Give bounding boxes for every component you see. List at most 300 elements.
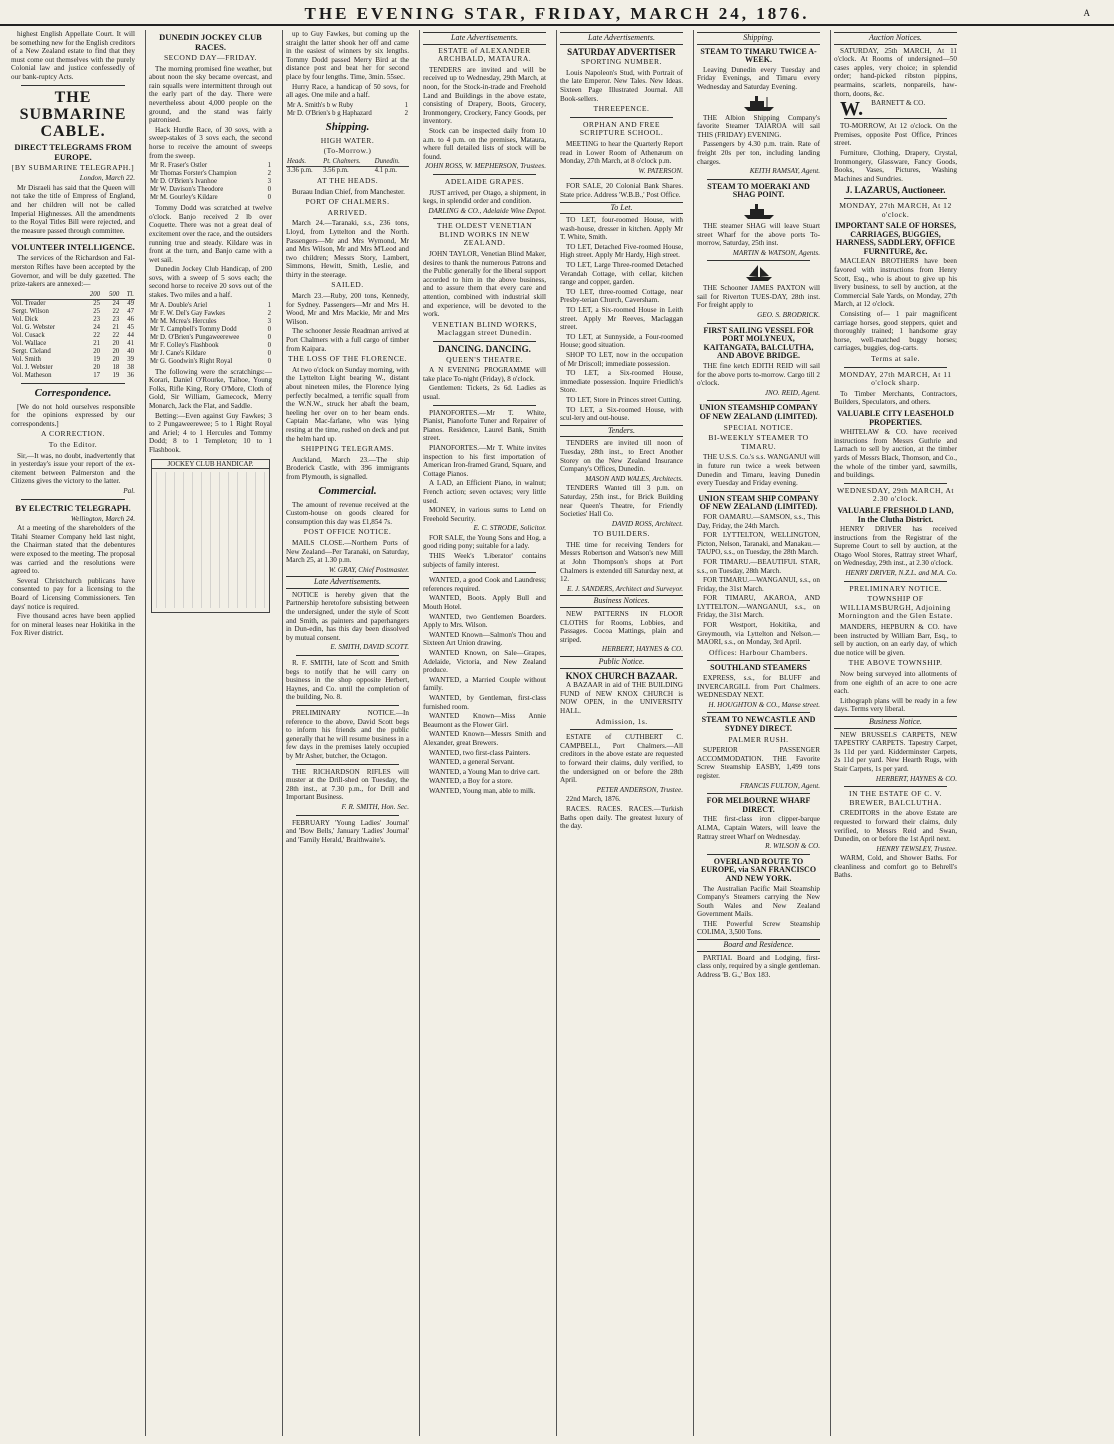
table-row [149,326,272,334]
furniture-list: Furniture, Clothing, Drapery, Crystal, Ironmongery, Glassware, Fancy Goods, Books, Vases, Pictures, Washing Machines and Sundries. [834,148,957,183]
tide-subtitle: (To-Morrow.) [323,146,372,156]
sailing-notice: FOR LYTTELTON, WELLINGTON, Picton, Nelson, Taranaki, and Manakau.—TAUPO, s.s., on Tuesday, the 28th March. [697,531,820,557]
melbourne-paragraph: THE first-class iron clipper-barque ALMA, Captain Waters, will leave the Rattray street Wharf on Wednesday. [697,815,820,841]
volunteer-heading: VOLUNTEER INTELLIGENCE. [11,242,135,253]
taiaroa-rates: Passengers by 4.30 p.m. train. Rate of freight 20s per ton, including landing charges. [697,140,820,166]
table-header-cell: 200 [82,291,101,300]
week-ad: THIS Week's 'Liberator' contains subjects of family interest. [423,552,546,569]
table-row [149,302,272,310]
byline: [BY SUBMARINE TELEGRAPH.] [11,162,135,172]
wanted-ad: WANTED, Boots. Apply Bull and Mouth Hotel. [423,594,546,612]
for-sale-ad: FOR SALE, 20 Colonial Bank Shares. State price. Address 'W.B.B.,' Post Office. [560,182,683,199]
direct-telegrams-heading: DIRECT TELEGRAMS FROM EUROPE. [14,141,132,162]
table-cell: 4.1 p.m. [374,166,397,174]
melbourne-heading: FOR MELBOURNE WHARF DIRECT. [706,796,811,814]
smith-notice: R. F. SMITH, late of Scott and Smith begs to notify that he will carry on business in the shop opposite Herbert, Haynes, and Co. until the completion of the building, No. 8. [286,659,409,702]
auctioneer-name: BARNETT & CO. [871,99,926,108]
money-ad: MONEY, in various sums to Lend on Freehold Security. [423,506,546,523]
steamship-icon [742,202,776,220]
table-cell: 19 [93,355,101,363]
divider [21,85,125,86]
moeraki-paragraph: THE steamer SHAG will leave Stuart street Wharf for the above ports To-morrow, Saturday, 25th inst. [697,221,820,248]
table-cell: Mr F. Colley's Flashbook [150,341,219,349]
handicap-table [151,459,270,613]
table-cell: 23 [93,315,101,323]
to-let-ad: TO LET, at Sunnyside, a Four-roomed House; good situation. [560,332,683,350]
christchurch-paragraph: Several Christchurch publicans have consented to pay for a licensing to the Board of Licensing Commissioners. Ten days' notice is required. [11,576,135,611]
biweekly-heading: BI-WEEKLY STEAMER TO TIMARU. [708,433,809,451]
table-cell: Vol. J. Webster [12,363,53,371]
table-cell: 1 [267,301,271,309]
palmer-signature: FRANCIS FULTON, Agent. [740,781,820,790]
table-row [149,170,272,178]
table-cell: 3 [267,178,271,186]
molyneux-paragraph: THE fine ketch EDITH REID will sail for the above ports to-morrow. Cargo till 2 o'clock. [697,362,820,388]
column-4 [419,30,549,1436]
whitelaw-paragraph: WHITELAW & CO. have received instructions from Messrs Guthrie and Larnach to sell by auction, at the timber yards of Messrs Black, Thomson, and Co., the whole of the timber yard, sawmills, and buildings. [834,428,957,480]
table-cell: Mr F. W. Del's Gay Fawkes [150,309,225,317]
newcastle-heading: STEAM TO NEWCASTLE AND SYDNEY DIRECT. [701,715,816,733]
tenders-ad: TENDERS are invited till noon of Tuesday, 28th inst., to Erect Another Storey on the New Zealand Insurance Company's Offices, Dunedin. [560,439,683,474]
table-cell: 21 [112,323,120,331]
brewer-estate-paragraph: CREDITORS in the above Estate are requested to forward their claims, duly verified, to Messrs Reid and Swan, Dunedin, on or before the 1st April next. [834,809,957,844]
table-cell: 17 [93,371,101,379]
divider [844,198,947,199]
southland-paragraph: EXPRESS, s.s., for BLUFF and INVERCARGILL from Port Chalmers. WEDNESDAY NEXT. [697,674,820,700]
table-row [11,308,135,316]
table-row [286,102,409,110]
page-signature: A [1083,8,1090,18]
queens-paragraph: A N EVENING PROGRAMME will take place To-night (Friday), 8 o'clock. [423,366,546,383]
adelaide-paragraph: JUST arrived, per Otago, a shipment, in kegs, in splendid order and condition. [423,188,546,206]
wanted-ad: WANTED, two Gentlemen Boarders. Apply to Mrs. Wilson. [423,612,546,630]
table-cell: Vol. G. Webster [12,323,56,331]
telegrams-heading: SHIPPING TELEGRAMS. [301,444,394,454]
betting-paragraph: Betting:—Even against Guy Fawkes; 3 to 2 Pungaweerewee; 5 to 1 Right Royal and Ariel; 4 to 1 Hercules and Tommy Dodd; 8 to 1 Templeton; 10 to 1 Flashbook. [149,411,272,454]
table-row [11,332,135,340]
table-cell: 38 [127,363,134,371]
clerk-ad: A LAD, an Efficient Piano, in walnut; French action; seven octaves; very little used. [423,479,546,505]
dateline: London, March 22. [79,174,135,183]
table-cell: 3 [267,317,271,325]
table-row [11,348,135,356]
table-cell: Sergt. Cleland [12,347,51,355]
southland-signature: H. HOUGHTON & CO., Manse street. [708,700,820,709]
table-row [11,340,135,348]
table-cell: 23 [112,315,120,323]
paxton-signature: GEO. S. BRODRICK. [757,311,820,320]
wanted-ad: WANTED Known, on Sale—Grapes, Adelaide, Victoria, and New Zealand produce. [423,649,546,675]
late-ads-bar: Late Advertisements. [286,576,409,589]
table-cell: 2 [267,170,271,178]
table-cell: 3.36 p.m. [287,166,313,174]
barnett-signature [834,98,957,121]
wanted-ad: WANTED, a Young Man to drive cart. [429,767,540,776]
sailing-ship-icon [742,264,776,282]
divider [21,383,125,384]
piano-ad-1: PIANOFORTES.—Mr T. White, Pianist, Pianoforte Tuner and Repairer of Pianos. Residence, Laurel Bank, Smith street. [423,408,546,443]
correspondence-heading: Correspondence. [34,386,112,399]
estate-stock: Stock can be inspected daily from 10 a.m. to 4 p.m. on the premises, Mataura, where full detailed lists of stock will be found. [423,126,546,161]
table-row [149,318,272,326]
divider [707,793,810,794]
dancing-heading: DANCING. DANCING. [438,344,531,354]
races-subheading: SECOND DAY—FRIDAY. [163,53,258,62]
divider [433,174,536,175]
hurdle-results [149,162,272,202]
dateline-wellington: Wellington, March 24. [70,514,135,523]
cuthbert-notice: ESTATE of CUTHBERT C. CAMPBELL, Port Chalmers.—All creditors in the above estate are requested to forward their claims, duly verified, to the undersigned on or before the 28th April. [560,733,683,785]
correction-signature: Pal. [123,487,135,496]
sailing-notice: FOR Westport, Hokitika, and Greymouth, via Lyttelton and Nelson.—MAORI, s.s., on Monday, 3rd April. [697,621,820,647]
blind-paragraph: JOHN TAYLOR, Venetian Blind Maker, desires to thank the numerous Patrons and the Public generally for the liberal support accorded to him in the above business, and to assure them that every care and attention, combined with industrial skill and experience, will be devoted to the work. [423,250,546,319]
table-cell: 0 [267,349,271,357]
orphan-heading: ORPHAN AND FREE SCRIPTURE SCHOOL. [579,119,664,138]
correction-paragraph: Sir,—It was, no doubt, inadvertently that in yesterday's issue your report of the ex-citement between Palmerston and the Citizens gives the victory to the latter. [11,451,135,486]
table-header-cell: Heads. [286,158,322,167]
newspaper-title: THE EVENING STAR, FRIDAY, MARCH 24, 1876. [304,4,810,23]
monday-heading: MONDAY, 27th MARCH, At 12 o'clock. [839,200,952,219]
divider [296,815,399,816]
public-notice-bar: Public Notice. [560,656,683,669]
to-editor: To the Editor. [48,440,98,450]
jockey-paragraph: Dunedin Jockey Club Handicap, of 200 sovs, with a sweep of 5 sovs each; the second horse to receive 20 sovs out of the stakes. Two miles and a half. [149,265,272,300]
table-cell: Mr W. Davison's Theodore [150,186,224,194]
at-heads-paragraph: Buraau Indian Chief, from Manchester. [292,187,405,196]
partnership-notice: NOTICE is hereby given that the Partnership heretofore subsisting between the undersigned, under the style of Scott and Smith, as painters and paperhangers in Dun-edin, has this day been dissolved by mutual consent. [286,590,409,642]
freehold-heading: VALUABLE FRESHOLD LAND, In the Clutha District. [837,505,954,524]
wanted-ad: WANTED, a Married Couple without family. [423,675,546,693]
table-row [11,356,135,364]
commercial-paragraph: The amount of revenue received at the Custom-house on goods cleared for consumption this day was £1,854 7s. [286,500,409,526]
divider [570,178,673,179]
at-heads-heading: AT THE HEADS. [316,175,379,185]
tenders-ad: TENDERS Wanted till 3 p.m. on Saturday, 25th inst., for Brick Building near Queen's Theatre, for Friendly Societies' Hall Co. [560,484,683,519]
rifles-notice: THE RICHARDSON RIFLES will muster at the Drill-shed on Tuesday, the 28th inst., at 7.30 p.m., for Drill and Important Business. [286,767,409,802]
table-cell: 20 [112,347,120,355]
table-cell: Mr A. Double's Ariel [150,301,208,309]
union-heading-2: UNION STEAM SHIP COMPANY OF NEW ZEALAND (LIMITED). [698,493,819,512]
price: THREEPENCE. [593,104,650,114]
post-office-heading: POST OFFICE NOTICE. [303,527,392,537]
correction-heading: A CORRECTION. [41,429,105,439]
board-bar: Board and Residence. [697,939,820,952]
race-paragraph: Tommy Dodd was scratched at twelve o'clock. Banjo received 2 lb over Coquette. There was not a great deal of excitement over the race, and the outsiders running true and steady. Kildare was in front at the turn, and Banjo came with a wet sail. [149,204,272,264]
molyneux-signature: JNO. REID, Agent. [764,388,820,397]
saturday-auction: SATURDAY, 25th MARCH, At 11 o'clock. At Rooms of undersigned—50 cases apples, very choice; in splendid order; hand-picked ribston pippins, pearmains, scarlets, nonpareils, haw-thorn, doons, &c. [834,46,957,98]
table-cell: 3.56 p.m. [323,166,349,174]
brewer-estate-signature: HENRY TEWSLEY, Trustee. [876,844,957,853]
commercial-heading: Commercial. [318,484,377,497]
sailing-notice: FOR TIMARU, AKAROA, AND LYTTELTON.—WANGANUI, s.s., on Friday, the 31st March. [697,594,820,620]
blind-heading: THE OLDEST VENETIAN BLIND WORKS IN NEW ZEALAND. [436,221,533,248]
sporting-subheading: SPORTING NUMBER. [581,57,662,67]
table-cell: 0 [267,333,271,341]
queens-heading: QUEEN'S THEATRE. [446,354,523,364]
divider [844,367,947,368]
saturday-heading: SATURDAY ADVERTISER [567,46,676,57]
sailed-heading: SAILED. [331,280,364,290]
table-cell: 20 [112,355,120,363]
business-notice-bar: Business Notice. [834,716,957,729]
taiaroa-paragraph: THE Albion Shipping Company's favorite Steamer TAIAROA will sail THIS (FRIDAY) EVENING. [697,113,820,139]
hurdle-paragraph: Hack Hurdle Race, of 30 sovs, with a sweep-stakes of 3 sovs each, the second horse to receive the amount of sweeps from the sweep. [149,125,272,160]
post-office-paragraph: MAILS CLOSE.—Northern Ports of New Zealand—Per Taranaki, on Saturday, March 25, at 1.30 p.m. [286,538,409,565]
palmer-subheading: PALMER RUSH. [728,734,789,744]
melbourne-signature: R. WILSON & CO. [765,842,820,851]
table-header-cell [11,291,82,300]
bazaar-admission: Admission, 1s. [595,716,648,726]
driver-paragraph: HENRY DRIVER has received instructions from the Registrar of the Supreme Court to sell by auction, at the Otago Wool Stores, Rattray street Wharf, on Wednesday, 29th inst., at 2.30 o'clock. [834,525,957,568]
builders-signature: E. J. SANDERS, Architect and Surveyor. [567,584,683,593]
table-cell: 47 [127,307,134,315]
table-cell: Mr D. O'Brien's Pungaweerewee [150,333,240,341]
to-let-ad: SHOP TO LET, now in the occupation of Mr Driscoll; immediate possession. [560,351,683,368]
table-header-cell: Tl. [120,291,135,300]
prize-table-header [11,291,135,300]
partnership-signature: E. SMITH, DAVID SCOTT. [330,643,409,652]
table-cell: Mr A. Smith's b w Ruby [287,101,354,109]
table-row [149,334,272,342]
adelaide-heading: ADELAIDE GRAPES. [444,176,525,186]
table-row [11,324,135,332]
wanted-ad: WANTED Known—Salmon's Thou and Sixteen Art Union drawing. [423,630,546,648]
column-1 [8,30,138,1436]
table-cell: 22 [93,331,101,339]
divider [844,483,947,484]
table-row [286,166,409,175]
estate-tenders: TENDERS are invited and will be received up to Wednesday, 29th March, at noon, for the Stock-in-trade and Freehold Land and Buildings in the above estate, consisting of Drapery, Boots, Grocery, Ironmongery, Crockery, Fancy Goods, per inventory. [423,65,546,126]
table-cell: 46 [127,315,134,323]
table-cell: 0 [267,194,271,202]
divider [21,499,125,500]
to-let-ad: TO LET, a Six-roomed House, with scul-lery and out-house. [560,405,683,423]
prize-table [11,291,135,380]
cuthbert-signature: PETER ANDERSON, Trustee. [596,785,683,794]
preliminary-notice: PRELIMINARY NOTICE.—In reference to the above, David Scott begs to inform his friends and the public generally that he will resume business in a few days in the premises lately occupied by Mr Asher, butcher, the Octagon. [286,709,409,760]
masthead [0,0,1114,26]
to-let-ad: TO LET, three-roomed Cottage, near Presby-terian Church, Caversham. [560,287,683,305]
tenders-signature: DAVID ROSS, Architect. [611,519,683,528]
arrived-paragraph: March 24.—Taranaki, s.s., 236 tons, Lloyd, from Lyttelton and the North. Passengers—Mr and Mrs Wymond, Mr and Mrs Wilson, Mr and Mrs M'Leod and two children; Messrs Story, Lambert, Simmons, Hewitt, Smith, Leslie, and thirty in the steerage. [286,219,409,279]
wanganui-paragraph: THE U.S.S. Co.'s s.s. WANGANUI will in future run twice a week between Dunedin and Timaru, leaving Dunedin every Tuesday and Friday evening. [697,453,820,488]
table-cell: Mr M. Mcrea's Hercules [150,317,217,325]
table-cell: Mr G. Goodwin's Right Royal [150,357,233,365]
patterns-ad: NEW PATTERNS IN FLOOR CLOTHS for Rooms, Lobbies, and Passages. Cocoa Mattings, plain and striped. [560,610,683,644]
table-cell: 2 [267,309,271,317]
table-cell: Mr J. Cane's Kildare [150,349,206,357]
table-cell: 0 [267,325,271,333]
orphan-signature: W. PATERSON. [638,166,683,175]
disraeli-paragraph: Mr Disraeli has said that the Queen will not take the title of Empress of England, and her children will not be called Imperial Highnesses. All the amendments to the Royal Titles Bill were rejected, and the measure passed through committee. [11,183,135,235]
table-cell: Mr Thomas Forster's Champion [150,170,237,178]
maclean-paragraph: MACLEAN BROTHERS have been favored with instructions from Henry Scott, Esq., who is about to give up his livery business, to sell by auction, at the Commercial Sale Yards, on Monday, 27th March, at 12 o'clock. [834,257,957,309]
races-intro: The morning promised fine weather, but about noon the sky became overcast, and rain squalls were intermittent through out the early part of the day. There were nevertheless about 4,000 people on the ground, and the stand was fairly patronised. [149,64,272,125]
leasehold-heading: VALUABLE CITY LEASEHOLD PROPERTIES. [837,408,954,427]
wanted-ad: WANTED, a Boy for a store. [429,777,513,786]
loss-paragraph: At two o'clock on Sunday morning, with the Lyttelton Light bearing W., distant about nineteen miles, the Florence lying perfectly becalmed, a terrific squall from the W.N.W., struck her abaft the beam, heeling her over on to her beam ends. Captain Mac-farlane, who was lying resting at the time, rushed on deck and put the helm hard up. [286,365,409,443]
divider [707,712,810,713]
volunteer-paragraph: The services of the Richardson and Fal-merston Rifles have been accepted by the Governor, and will be duly gazetted. The prize-takers are annexed:— [11,254,135,289]
blind-footer: VENETIAN BLIND WORKS, Maclaggan street Dunedin. [431,319,538,338]
table-cell: 22 [112,307,120,315]
wanted-ad: WANTED, a good Cook and Laundress; references required. [423,576,546,593]
builders-paragraph: THE time for receiving Tenders for Messrs Robertson and Watson's new Mill at John Thompson's shops at Port Chalmers is extended till Saturday next, at 12. [560,540,683,584]
table-cell: 22 [112,331,120,339]
table-cell: 20 [112,339,120,347]
wanted-ad: WANTED, by Gentleman, first-class furnished room. [423,693,546,711]
money-signature: E. C. STRODE, Solicitor. [473,524,546,533]
saturday-paragraph: Louis Napoleon's Stud, with Portrait of the late Emperor. New Tales. New Ideas. Sixteen Page Illustrated Journal. All Book-sellers. [560,68,683,103]
table-row [149,194,272,202]
table-row [11,299,135,308]
table-cell: 0 [267,341,271,349]
column-2 [145,30,275,1436]
table-row [149,342,272,350]
table-cell: Vol. Smith [12,355,41,363]
table-cell: Sergt. Wilson [12,307,49,315]
carpets-signature: HERBERT, HAYNES & CO. [875,774,957,783]
table-cell: Mr T. Campbell's Tommy Dodd [150,325,237,333]
table-cell: 45 [127,323,134,331]
auction-bar: Auction Notices. [834,32,957,45]
table-row [286,110,409,118]
column-5 [556,30,686,1436]
table-cell: 40 [127,347,134,355]
table-cell: Mr D. O'Brien's b g Haphazard [287,109,372,117]
table-cell: 44 [127,331,134,339]
divider [570,729,673,730]
baths-ad: WARM, Cold, and Shower Baths. For cleanliness and comfort go to Behrell's Baths. [834,854,957,880]
tenders-bar: Tenders. [560,425,683,438]
disclaimer: [We do not hold ourselves responsible for the opinions expressed by our correspondents.] [11,402,135,428]
intro-paragraph: highest English Appellate Court. It will be something new for the English creditors of a New Zealand estate to find that they must come out themselves with the purely Colonial law and justice confessedly of our bank-ruptcy Acts. [11,30,135,81]
consisting-paragraph: Consisting of— 1 pair magnificent carriage horses, good steppers, quiet and thoroughly trained; 1 handsome gray horse, well-matched buggy horses; carriages, buggies, dog-carts. [834,310,957,353]
bazaar-paragraph: A BAZAAR in aid of THE BUILDING FUND of NEW KNOX CHURCH is NOW OPEN, in the UNIVERSITY HALL. [560,681,683,715]
table-cell: 20 [93,363,101,371]
builders-heading: TO BUILDERS. [593,529,650,539]
table-cell: 36 [127,371,134,379]
table-cell: 41 [127,339,134,347]
wanted-ad: WANTED Known—Messrs Smith and Alexander, great Brewers. [423,730,546,747]
divider [707,491,810,492]
table-cell: 24 [93,323,101,331]
table-cell: Mr M. Gourley's Kildare [150,194,218,202]
to-let-ad: TO LET, Detached Five-roomed House, High street. Apply Mr Hardy, High street. [560,242,683,260]
late-ads-bar: Late Advertisements. [560,32,683,45]
to-let-ad: TO LET, Large Three-roomed Detached Verandah Cottage, with cellar, kitchen range and copper, garden. [560,261,683,287]
piano-ad-2: PIANOFORTES.—Mr T. White invites inspection to his first importation of American Iron-framed Grand, Square, and Cottage Pianos. [423,443,546,478]
palmer-paragraph: SUPERIOR PASSENGER ACCOMMODATION. THE Favorite Screw Steamship EASBY, 1,499 tons register. [697,746,820,780]
carpets-ad: NEW BRUSSELS CARPETS, NEW TAPESTRY CARPETS. Tapestry Carpet, 3s 11d per yard. Kidderminster Carpets, 2s 11d per yard. New Hearth Rugs, with Stair Carpets, 1s per yard. [834,730,957,773]
table-cell: Vol. Matheson [12,371,52,379]
auction-initial: W. [840,98,864,121]
divider [21,238,125,239]
board-paragraph: PARTIAL Board and Lodging, first-class only, required by a single gentleman. Address 'B. G.,' Box 183. [697,953,820,979]
table-row [11,364,135,372]
races-ad: RACES. RACES. RACES.—Turkish Baths open daily. The greatest luxury of the day. [560,804,683,831]
divider [433,218,536,219]
lazarus-signature: J. LAZARUS, Auctioneer. [845,185,946,196]
race-continued: up to Guy Fawkes, but coming up the straight the latter shook her off and came in the easiest of winners by six lengths. Tommy Dodd passed Merry Bird at the distance post and beat her for second place by four lengths. Time, 3min. 55sec. [286,30,409,81]
table-header-cell: Dunedin. [374,158,409,167]
driver-signature: HENRY DRIVER, N.Z.L. and M.A. Co. [845,569,957,578]
jockey-results [149,302,272,366]
sailed-paragraph: March 23.—Ruby, 200 tons, Kennedy, for Sydney. Passengers—Mr and Mrs H. Wood, Mr and Mrs Mackie, Mr and Mrs Wilson. [286,292,409,326]
hurry-results [286,102,409,118]
township-heading: TOWNSHIP OF WILLIAMSBURGH, Adjoining Mornington and the Glen Estate. [838,594,953,621]
moeraki-heading: STEAM TO MOERAKI AND SHAG POINT. [707,181,810,200]
scratchings-paragraph: The following were the scratchings:— Korari, Daniel O'Rourke, Taihoe, Young Folks, Rifle King, Rory O'More, Cloth of Gold, Sir William, Gamecock, Merry Monarch, Jack the Flat, and Saddle. [149,367,272,411]
divider [296,705,399,706]
union-offices: Offices: Harbour Chambers. [708,647,809,657]
divider [844,786,947,787]
bazaar-heading: KNOX CHURCH BAZAAR. [565,670,678,681]
terms: Terms at sale. [871,354,920,363]
table-header-cell: Pt. Chalmers. [322,158,374,167]
table-cell: 0 [267,186,271,194]
arrived-heading: ARRIVED. [327,207,368,217]
newspaper-columns [8,30,1106,1436]
electric-telegraph-heading: BY ELECTRIC TELEGRAPH. [15,502,131,513]
table-row [149,186,272,194]
shipping-bar: Shipping. [697,32,820,45]
to-let-ad: TO LET, a Six-roomed House in Leith street. Apply Mr Reeves, Maclaggan street. [560,306,683,332]
post-office-signature: W. GRAY, Chief Postmaster. [328,565,409,574]
table-cell: 49 [127,299,134,307]
sailing-notice: FOR OAMARU.—SAMSON, s.s., This Day, Friday, the 24th March. [697,512,820,530]
to-let-ad: TO LET, four-roomed House, with wash-house, dresser in kitchen. Apply Mr T. White, Smith. [560,216,683,242]
port-heading: PORT OF CHALMERS. [305,197,390,207]
table-cell: 21 [93,339,101,347]
table-cell: Vol. Dick [12,315,38,323]
telegrams-paragraph: Auckland, March 23.—The ship Broderick Castle, with 396 immigrants from Plymouth, is signalled. [286,455,409,481]
divider [707,854,810,855]
wellington-paragraph: At a meeting of the shareholders of the Titahi Steamer Company held last night, the Chairman stated that the debentures were exposed to the meeting. The proposal was carried and the resolutions were agreed to. [11,524,135,576]
table-cell: 1 [267,162,271,170]
above-paragraph: Now being surveyed into allotments of from one eighth of an acre to one acre each. [834,670,957,696]
wanted-ad: WANTED, Young man, able to milk. [429,786,536,795]
sailing-notice: FOR TIMARU.—BEAUTIFUL STAR, s.s., on Tuesday, 28th March. [697,557,820,575]
late-ads-bar: Late Advertisements. [423,32,546,45]
divider [707,400,810,401]
steamship-icon [742,94,776,112]
handicap-rotated-columns [156,472,265,608]
table-cell: Vol. Wallace [12,339,47,347]
rifles-signature: F. R. SMITH, Hon. Sec. [341,802,409,811]
southland-heading: SOUTHLAND STEAMERS [710,663,807,673]
tenders-signature: MASON AND WALES, Architects. [585,474,683,483]
divider [433,572,536,573]
shipping-heading: Shipping. [325,120,370,133]
colima-paragraph: THE Powerful Screw Steamship COLIMA, 3,500 Tons. [697,919,820,937]
important-sale-heading: IMPORTANT SALE OF HORSES, CARRIAGES, BUGGIES, HARNESS, SADDLERY, OFFICE FURNITURE, &c. [835,221,956,256]
february-notice: FEBRUARY 'Young Ladies' Journal' and 'Bow Bells,' January 'Ladies' Journal' and 'Family Herald,' Braithwaite's. [286,818,409,844]
tide-header [286,158,409,167]
table-cell: 2 [404,109,408,117]
litho-paragraph: Lithograph plans will be ready in a few days. Terms very liberal. [834,696,957,714]
table-cell: 19 [112,371,120,379]
preliminary-heading: PRELIMINARY NOTICE. [849,583,942,593]
overland-paragraph: The Australian Pacific Mail Steamship Company's Steamers carrying the New South Wales and New Zealand Government Mails. [697,884,820,919]
table-cell: 0 [267,357,271,365]
cable-heading: THE SUBMARINE CABLE. [19,88,127,140]
business-bar: Business Notices. [560,595,683,608]
to-let-bar: To Let. [560,202,683,215]
tomorrow-auction: TO-MORROW, At 12 o'clock. On the Premises, opposite Post Office, Princes street. [834,122,957,148]
table-cell: 39 [127,355,134,363]
table-row [149,350,272,358]
